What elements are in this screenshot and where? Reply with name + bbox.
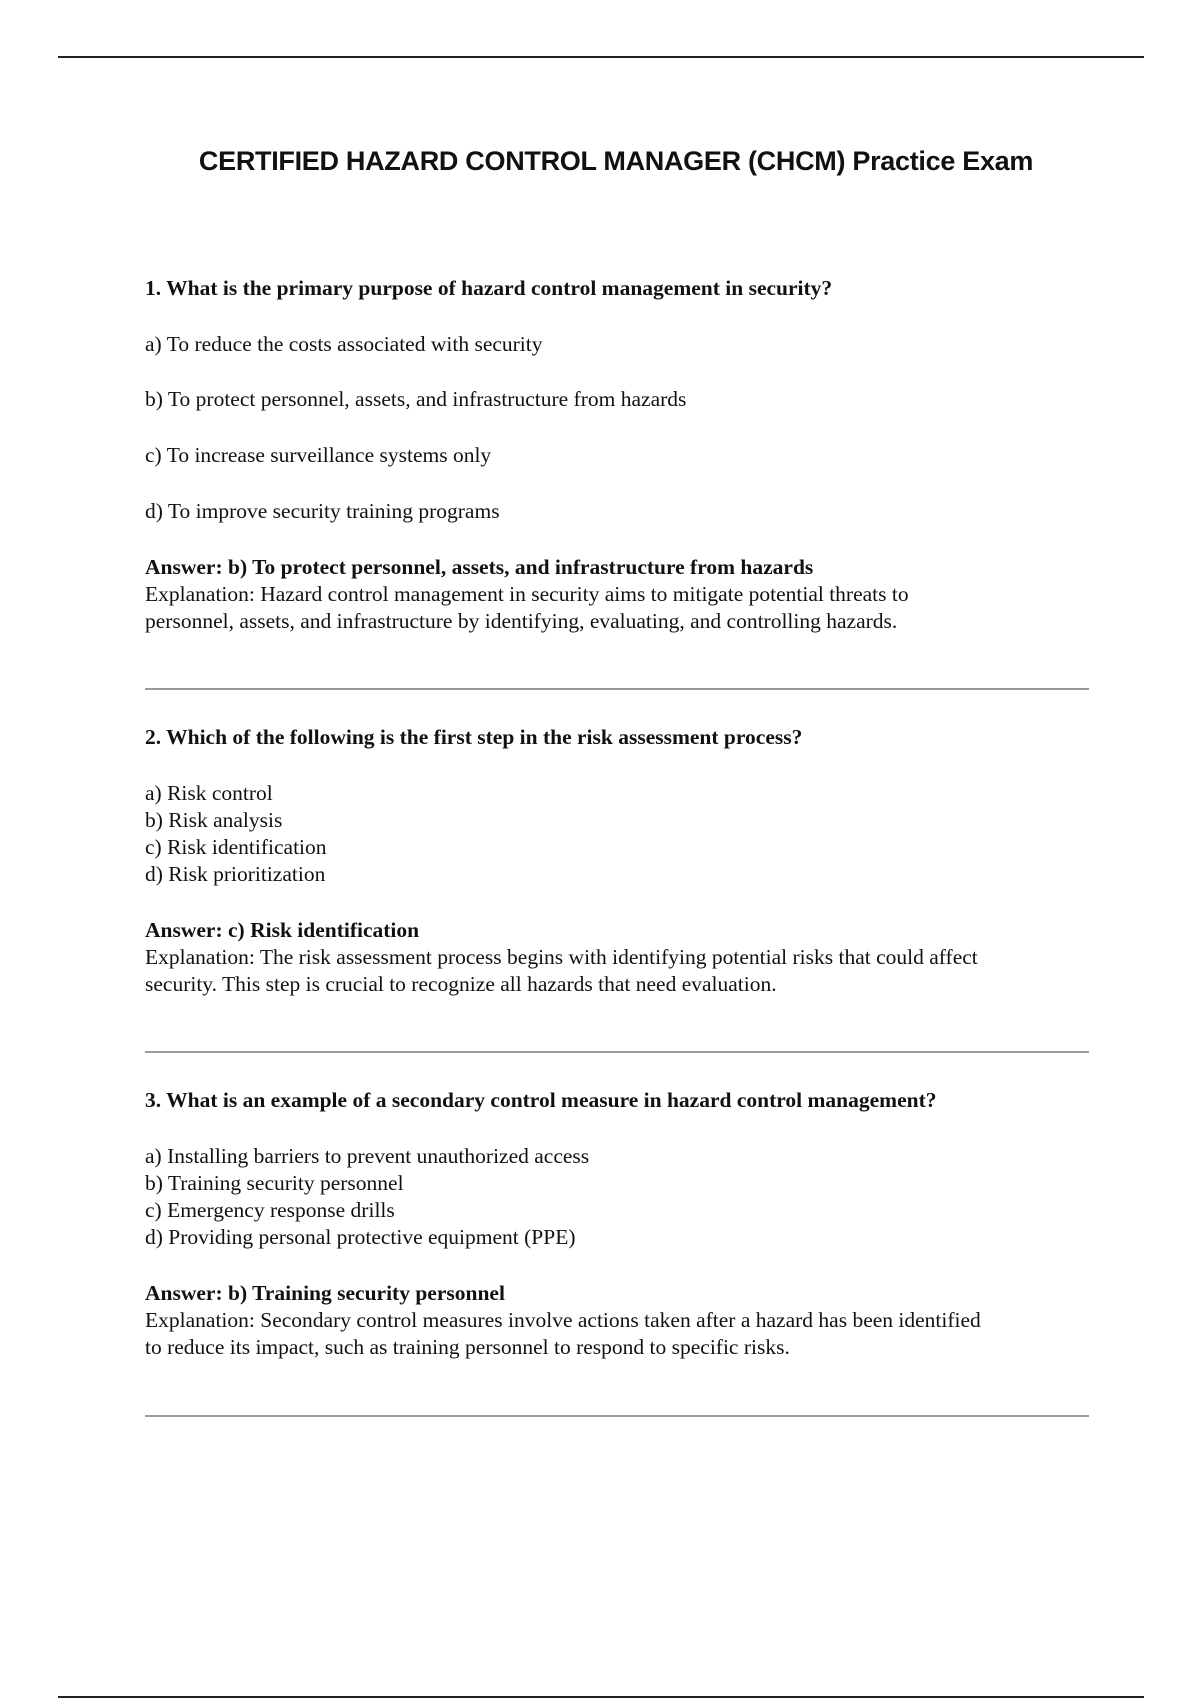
page-top-rule <box>58 56 1144 58</box>
explanation-line-2: personnel, assets, and infrastructure by identifying, evaluating, and controlling hazards. <box>145 609 898 633</box>
question-block-1 <box>145 275 1090 635</box>
option-d: d) Risk prioritization <box>145 862 326 886</box>
option-c: c) Emergency response drills <box>145 1198 395 1222</box>
option-d: d) Providing personal protective equipment (PPE) <box>145 1225 576 1249</box>
question-text: 3. What is an example of a secondary control measure in hazard control management? <box>145 1088 937 1112</box>
option-b: b) To protect personnel, assets, and infrastructure from hazards <box>145 387 687 411</box>
page-title: CERTIFIED HAZARD CONTROL MANAGER (CHCM) Practice Exam <box>198 146 1034 176</box>
option-c: c) To increase surveillance systems only <box>145 443 492 467</box>
answer-text: Answer: c) Risk identification <box>145 918 420 942</box>
explanation-line-1: Explanation: Secondary control measures involve actions taken after a hazard has been identified <box>145 1308 981 1332</box>
question-block-3 <box>145 1087 1090 1361</box>
option-b: b) Risk analysis <box>145 808 283 832</box>
option-a: a) Risk control <box>145 781 273 805</box>
explanation-line-1: Explanation: Hazard control management in security aims to mitigate potential threats to <box>145 582 909 606</box>
option-c: c) Risk identification <box>145 835 327 859</box>
explanation-line-1: Explanation: The risk assessment process begins with identifying potential risks that could affect <box>145 945 978 969</box>
option-a: a) Installing barriers to prevent unauthorized access <box>145 1144 590 1168</box>
question-text: 1. What is the primary purpose of hazard control management in security? <box>145 276 833 300</box>
answer-text: Answer: b) Training security personnel <box>145 1281 505 1305</box>
question-block-2 <box>145 724 1090 998</box>
option-b: b) Training security personnel <box>145 1171 404 1195</box>
question-separator <box>145 1051 1089 1053</box>
question-separator <box>145 688 1089 690</box>
question-separator <box>145 1415 1089 1417</box>
page-bottom-rule <box>58 1696 1144 1698</box>
explanation-line-2: to reduce its impact, such as training personnel to respond to specific risks. <box>145 1335 790 1359</box>
explanation-line-2: security. This step is crucial to recognize all hazards that need evaluation. <box>145 972 777 996</box>
question-text: 2. Which of the following is the first step in the risk assessment process? <box>145 725 803 749</box>
answer-text: Answer: b) To protect personnel, assets, and infrastructure from hazards <box>145 555 814 579</box>
option-a: a) To reduce the costs associated with security <box>145 332 543 356</box>
option-d: d) To improve security training programs <box>145 499 500 523</box>
